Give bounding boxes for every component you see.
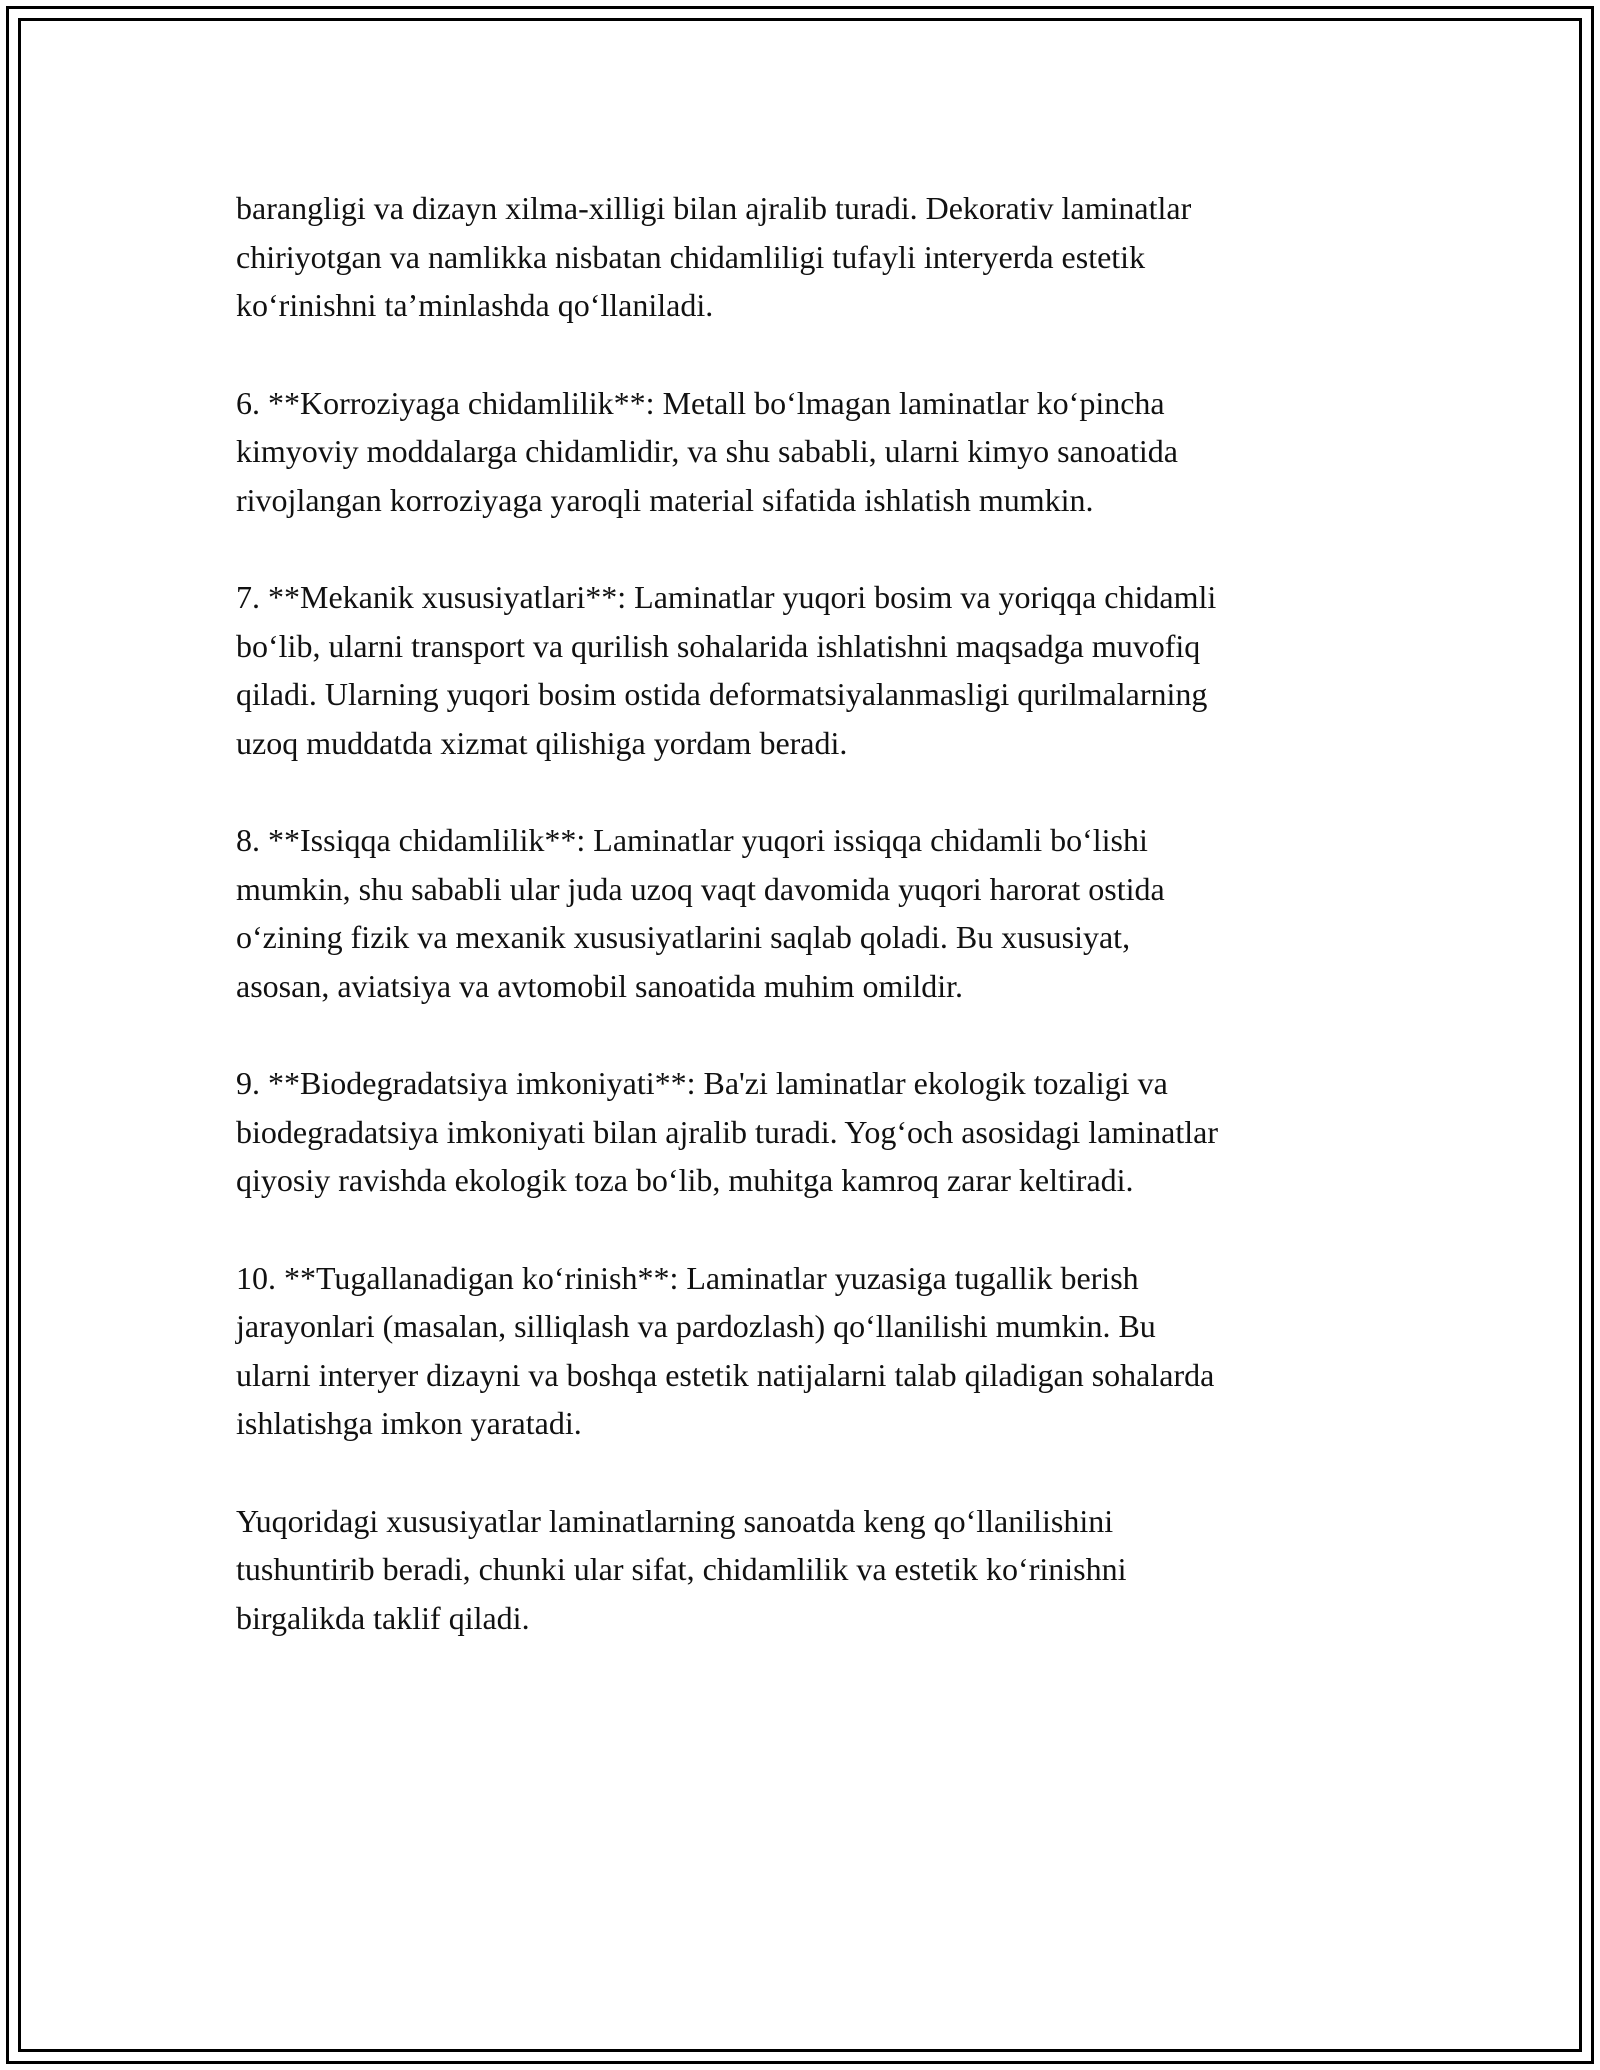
paragraph-heat-resistance: 8. **Issiqqa chidamlilik**: Laminatlar yuqori issiqqa chidamli bo‘lishi mumkin, shu sababli ular juda uzoq vaqt davomida yuqori harorat ostida o‘zining fizik va mexanik xususiyatlarini saqlab qoladi. Bu xususiyat, asosan, aviatsiya va avtomobil sanoatida muhim omildir. <box>236 822 1165 1004</box>
paragraph-surface-finish: 10. **Tugallanadigan ko‘rinish**: Laminatlar yuzasiga tugallik berish jarayonlari (masalan, silliqlash va pardozlash) qo‘llanilishi mumkin. Bu ularni interyer dizayni va boshqa estetik natijalarni talab qiladigan sohalarda ishlatishga imkon yaratadi. <box>236 1259 1215 1441</box>
document-body <box>236 184 1386 1691</box>
paragraph-decorative-laminates: barangligi va dizayn xilma-xilligi bilan ajralib turadi. Dekorativ laminatlar chiriyotgan va namlikka nisbatan chidamliligi tufayli interyerda estetik ko‘rinishni ta’minlashda qo‘llaniladi. <box>236 190 1192 323</box>
paragraph-mechanical-properties: 7. **Mekanik xususiyatlari**: Laminatlar yuqori bosim va yoriqqa chidamli bo‘lib, ularni transport va qurilish sohalarida ishlatishni maqsadga muvofiq qiladi. Ularning yuqori bosim ostida deformatsiyalanmasligi qurilmalarning uzoq muddatda xizmat qilishiga yordam beradi. <box>236 579 1217 761</box>
paragraph-conclusion: Yuqoridagi xususiyatlar laminatlarning sanoatda keng qo‘llanilishini tushuntirib beradi, chunki ular sifat, chidamlilik va estetik ko‘rinishni birgalikda taklif qiladi. <box>236 1502 1127 1636</box>
paragraph-corrosion-resistance: 6. **Korroziyaga chidamlilik**: Metall bo‘lmagan laminatlar ko‘pincha kimyoviy moddalarga chidamlidir, va shu sababli, ularni kimyo sanoatida rivojlangan korroziyaga yaroqli material sifatida ishlatish mumkin. <box>236 384 1178 518</box>
paragraph-biodegradation: 9. **Biodegradatsiya imkoniyati**: Ba'zi laminatlar ekologik tozaligi va biodegradatsiya imkoniyati bilan ajralib turadi. Yog‘och asosidagi laminatlar qiyosiy ravishda ekologik toza bo‘lib, muhitga kamroq zarar keltiradi. <box>236 1065 1218 1198</box>
